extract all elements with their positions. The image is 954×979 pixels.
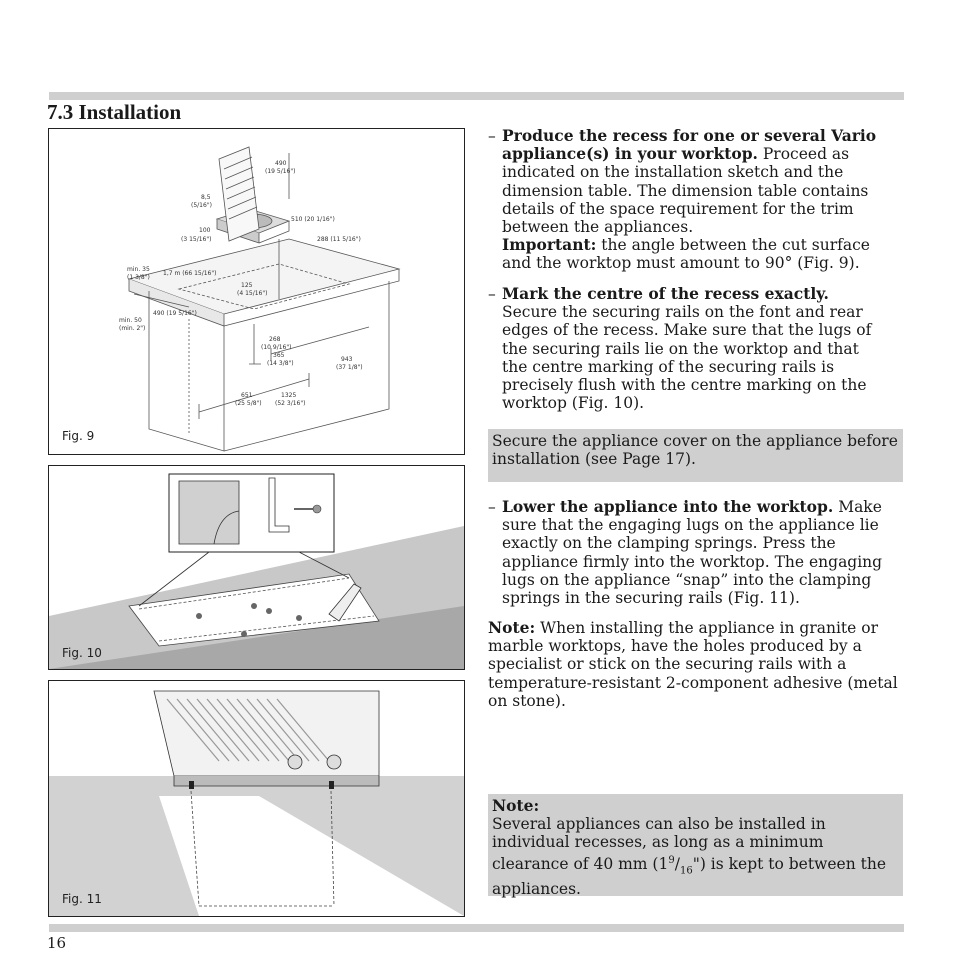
dim-label: 125: [241, 282, 253, 289]
dim-label: min. 35: [127, 266, 150, 273]
step-text: Make sure that the engaging lugs on the appliance lie exactly on the clamping springs. Press the appliance firmly into the worktop. The engaging lugs on the appliance “snap” into the clamping springs in the securing rails (Fig. 11).: [502, 498, 883, 608]
dim-label: (5/16"): [191, 202, 212, 209]
instruction-step: [488, 285, 904, 412]
instruction-step: [488, 127, 904, 273]
figure-11: [48, 680, 465, 917]
note-label: Note:: [488, 618, 536, 637]
dim-label: 365: [273, 352, 285, 359]
dim-label: 1325: [281, 392, 297, 399]
figure-caption: Fig. 9: [62, 429, 95, 443]
step-heading: Produce the recess for one or several Vario appliance(s) in your worktop.: [502, 126, 877, 164]
installation-sketch: [49, 129, 464, 454]
step-dash: –: [488, 127, 496, 145]
dim-label: (19 5/16"): [265, 168, 296, 175]
dim-label: 268: [269, 336, 281, 343]
figure-caption: Fig. 11: [62, 892, 102, 906]
dim-label: (3 15/16"): [181, 236, 212, 243]
figure-caption: Fig. 10: [62, 646, 102, 660]
notice-text: Secure the appliance cover on the appliance before installation (see Page 17).: [492, 432, 898, 469]
notice-box: [488, 429, 903, 482]
step-dash: –: [488, 285, 496, 303]
note-text-end: ") is kept to between the appliances.: [492, 854, 886, 899]
dim-label: 1,7 m (66 15/16"): [163, 270, 217, 277]
section-title: 7.3 Installation: [47, 100, 182, 124]
step-dash: –: [488, 498, 496, 516]
dim-label: (min. 2"): [119, 325, 146, 332]
note-box: Note: Several appliances can also be installed in individual recesses, as long as a minimum clearance of 40 mm $(1^9/_{16}")$ is kept to between the appliances.: [488, 794, 903, 896]
footer-rule: [49, 924, 904, 932]
dim-label: (1 3/8"): [127, 274, 150, 281]
dim-label: (10 9/16"): [261, 344, 292, 351]
dim-label: 510 (20 1/16"): [291, 216, 335, 223]
instruction-step: [488, 498, 904, 607]
note-text: Several appliances can also be installed in individual recesses, as long as a minimum clearance of 40 mm (1: [492, 815, 826, 873]
figure-10: [48, 465, 465, 670]
dim-label: 490 (19 5/16"): [153, 310, 197, 317]
note-label: Note:: [492, 796, 540, 815]
lowering-appliance-sketch: [49, 681, 464, 916]
dim-label: (37 1/8"): [336, 364, 363, 371]
dim-label: (14 3/8"): [267, 360, 294, 367]
dim-label: 100: [199, 227, 211, 234]
step-heading: Mark the centre of the recess exactly.: [502, 284, 829, 303]
important-label: Important:: [502, 235, 597, 255]
step-text: Proceed as indicated on the installation sketch and the dimension table. The dimension table contains details of the space requirement for the trim between the appliances.: [502, 145, 869, 237]
dim-label: 651: [241, 392, 253, 399]
dim-label: 943: [341, 356, 353, 363]
dim-label: (25 5/8"): [235, 400, 262, 407]
securing-rails-sketch: [49, 466, 464, 669]
step-text: Secure the securing rails on the font and rear edges of the recess. Make sure that the lugs of the securing rails lie on the worktop and that the centre marking of the securing rails is precisely flush with the centre marking on the worktop (Fig. 10).: [502, 303, 872, 413]
dim-label: (52 3/16"): [275, 400, 306, 407]
header-rule: [49, 92, 904, 100]
page-number: 16: [47, 934, 67, 952]
dim-label: min. 50: [119, 317, 142, 324]
figure-9: [48, 128, 465, 455]
dim-label: (4 15/16"): [237, 290, 268, 297]
fraction-denominator: 16: [679, 864, 693, 876]
fraction-numerator: 9: [668, 854, 675, 866]
dim-label: 288 (11 5/16"): [317, 236, 361, 243]
note-paragraph: [488, 619, 904, 710]
dim-label: 8,5: [201, 194, 211, 201]
step-heading: Lower the appliance into the worktop.: [502, 497, 834, 516]
dim-label: 490: [275, 160, 287, 167]
note-text: When installing the appliance in granite or marble worktops, have the holes produced by a specialist or stick on the securing rails with a temperature-resistant 2-component adhesive (metal on stone).: [488, 619, 898, 710]
important-text: the angle between the cut surface and the worktop must amount to 90° (Fig. 9).: [502, 236, 870, 273]
